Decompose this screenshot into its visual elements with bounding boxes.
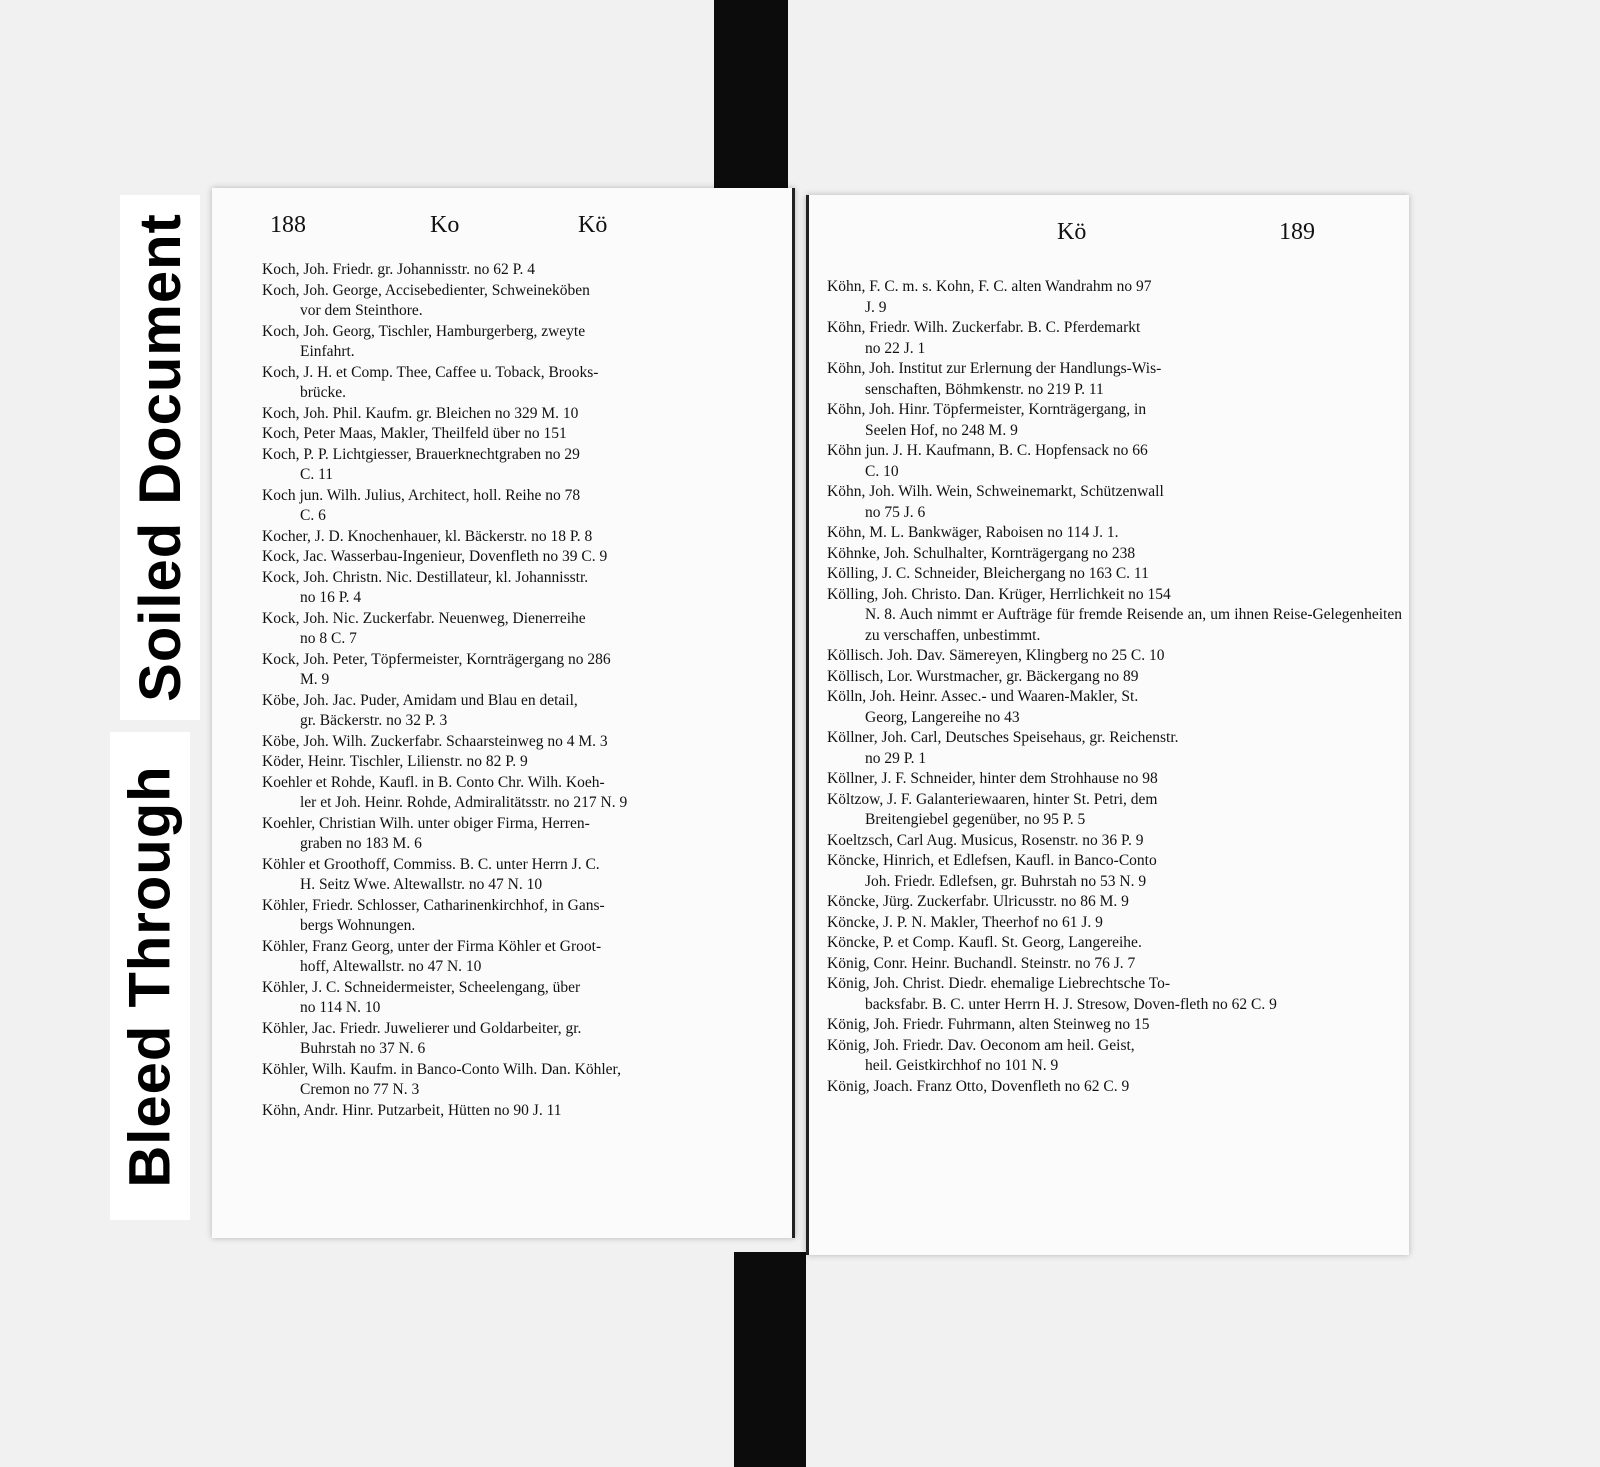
entry-first-line: Koch, Joh. Phil. Kaufm. gr. Bleichen no 329 M. 10 bbox=[262, 404, 579, 422]
directory-entry bbox=[827, 851, 1402, 892]
entry-first-line: Köhler, Jac. Friedr. Juwelierer und Goldarbeiter, gr. bbox=[262, 1019, 582, 1037]
soiled-document-label-text: Soiled Document bbox=[127, 213, 193, 702]
directory-entry bbox=[262, 650, 777, 691]
entry-first-line: Köhnke, Joh. Schulhalter, Kornträgergang no 238 bbox=[827, 544, 1136, 562]
directory-entry bbox=[827, 359, 1402, 400]
page-number: 189 bbox=[1279, 219, 1315, 245]
entry-first-line: Koch jun. Wilh. Julius, Architect, holl. Reihe no 78 bbox=[262, 486, 581, 504]
entry-continuation: Georg, Langereihe no 43 bbox=[865, 708, 1020, 726]
entry-first-line: Koch, Joh. Georg, Tischler, Hamburgerberg, zweyte bbox=[262, 322, 586, 340]
entry-first-line: Kock, Joh. Nic. Zuckerfabr. Neuenweg, Dienerreihe bbox=[262, 609, 586, 627]
directory-entry bbox=[827, 523, 1402, 544]
directory-entry bbox=[262, 1101, 777, 1122]
entry-first-line: Kock, Joh. Peter, Töpfermeister, Kornträgergang no 286 bbox=[262, 650, 611, 668]
directory-entry bbox=[827, 1015, 1402, 1036]
entry-first-line: Kock, Jac. Wasserbau-Ingenieur, Dovenfleth no 39 C. 9 bbox=[262, 548, 608, 565]
directory-entry bbox=[827, 728, 1402, 769]
entry-continuation: backsfabr. B. C. unter Herrn H. J. Stresow, Doven-fleth no 62 C. 9 bbox=[865, 995, 1277, 1013]
entry-first-line: Kölln, Joh. Heinr. Assec.- und Waaren-Makler, St. bbox=[827, 688, 1139, 705]
entry-first-line: Köllner, J. F. Schneider, hinter dem Strohhause no 98 bbox=[827, 770, 1158, 787]
entry-first-line: Köhn, Joh. Wilh. Wein, Schweinemarkt, Schützenwall bbox=[827, 483, 1164, 500]
directory-entry bbox=[262, 609, 777, 650]
book-spine-top bbox=[714, 0, 788, 190]
entry-first-line: Köhn, Friedr. Wilh. Zuckerfabr. B. C. Pferdemarkt bbox=[827, 319, 1141, 336]
entry-first-line: Köncke, Hinrich, et Edlefsen, Kaufl. in Banco-Conto bbox=[827, 852, 1157, 869]
directory-entry bbox=[262, 732, 777, 753]
entry-first-line: Köder, Heinr. Tischler, Lilienstr. no 82 P. 9 bbox=[262, 753, 528, 770]
entry-first-line: Köhn, F. C. m. s. Kohn, F. C. alten Wandrahm no 97 bbox=[827, 278, 1152, 295]
entry-first-line: Koch, Peter Maas, Makler, Theilfeld über no 151 bbox=[262, 425, 567, 442]
entry-continuation: brücke. bbox=[300, 384, 347, 401]
entry-first-line: Köbe, Joh. Jac. Puder, Amidam und Blau en detail, bbox=[262, 691, 578, 709]
entry-continuation: ler et Joh. Heinr. Rohde, Admiralitätsstr. no 217 N. 9 bbox=[300, 794, 628, 811]
entry-first-line: Köhler et Groothoff, Commiss. B. C. unter Herrn J. C. bbox=[262, 855, 600, 873]
entry-continuation: C. 11 bbox=[300, 466, 334, 483]
directory-entry bbox=[827, 646, 1402, 667]
book-spine-bottom bbox=[734, 1252, 806, 1467]
entry-first-line: Köncke, Jürg. Zuckerfabr. Ulricusstr. no 86 M. 9 bbox=[827, 893, 1129, 910]
left-page bbox=[212, 188, 795, 1238]
directory-entry bbox=[262, 1019, 777, 1060]
directory-entry bbox=[827, 954, 1402, 975]
soiled-document-label bbox=[120, 195, 200, 720]
entry-continuation: Seelen Hof, no 248 M. 9 bbox=[865, 421, 1018, 439]
right-page-header bbox=[809, 219, 1409, 255]
entry-continuation: J. 9 bbox=[865, 298, 887, 316]
directory-entry bbox=[262, 568, 777, 609]
entry-continuation: C. 10 bbox=[865, 462, 899, 480]
entry-first-line: Kock, Joh. Christn. Nic. Destillateur, kl. Johannisstr. bbox=[262, 568, 589, 586]
entry-first-line: Koch, J. H. et Comp. Thee, Caffee u. Toback, Brooks- bbox=[262, 363, 599, 381]
directory-entry bbox=[262, 363, 777, 404]
entry-first-line: Köhler, Franz Georg, unter der Firma Köhler et Groot- bbox=[262, 937, 602, 955]
directory-entry bbox=[827, 318, 1402, 359]
entry-continuation: C. 6 bbox=[300, 507, 326, 524]
entry-first-line: Koeltzsch, Carl Aug. Musicus, Rosenstr. no 36 P. 9 bbox=[827, 831, 1144, 849]
bleed-through-label bbox=[110, 732, 190, 1220]
entry-first-line: Koehler, Christian Wilh. unter obiger Firma, Herren- bbox=[262, 814, 590, 832]
entry-first-line: Koehler et Rohde, Kaufl. in B. Conto Chr. Wilh. Koeh- bbox=[262, 773, 605, 791]
directory-entry bbox=[827, 400, 1402, 441]
entry-first-line: Köhler, J. C. Schneidermeister, Scheelengang, über bbox=[262, 978, 581, 996]
entry-first-line: Költzow, J. F. Galanteriewaaren, hinter St. Petri, dem bbox=[827, 790, 1158, 808]
entry-first-line: Köncke, P. et Comp. Kaufl. St. Georg, Langereihe. bbox=[827, 934, 1142, 951]
entry-continuation: senschaften, Böhmkenstr. no 219 P. 11 bbox=[865, 380, 1104, 398]
entry-first-line: König, Conr. Heinr. Buchandl. Steinstr. no 76 J. 7 bbox=[827, 954, 1136, 972]
directory-entry bbox=[827, 564, 1402, 585]
entry-first-line: Kocher, J. D. Knochenhauer, kl. Bäckerstr. no 18 P. 8 bbox=[262, 527, 593, 545]
entry-first-line: Koch, P. P. Lichtgiesser, Brauerknechtgraben no 29 bbox=[262, 445, 580, 463]
running-head-right: Kö bbox=[578, 212, 608, 238]
directory-entry bbox=[262, 896, 777, 937]
entry-first-line: König, Joh. Friedr. Dav. Oeconom am heil. Geist, bbox=[827, 1036, 1135, 1054]
directory-entry bbox=[262, 445, 777, 486]
entry-continuation: Joh. Friedr. Edlefsen, gr. Buhrstah no 53 N. 9 bbox=[865, 872, 1147, 890]
bleed-through-label-text: Bleed Through bbox=[117, 764, 183, 1188]
entry-first-line: Köllisch, Lor. Wurstmacher, gr. Bäckergang no 89 bbox=[827, 667, 1139, 685]
entry-first-line: Köllisch. Joh. Dav. Sämereyen, Klingberg no 25 C. 10 bbox=[827, 647, 1165, 664]
entry-first-line: Koch, Joh. George, Accisebedienter, Schweineköben bbox=[262, 281, 590, 299]
entry-continuation: no 75 J. 6 bbox=[865, 503, 926, 521]
directory-entry bbox=[262, 486, 777, 527]
entry-continuation: no 8 C. 7 bbox=[300, 630, 357, 647]
directory-entry bbox=[262, 773, 777, 814]
entry-continuation: Einfahrt. bbox=[300, 343, 355, 360]
entry-first-line: König, Joach. Franz Otto, Dovenfleth no 62 C. 9 bbox=[827, 1077, 1130, 1095]
directory-entry bbox=[262, 547, 777, 568]
directory-entry bbox=[262, 424, 777, 445]
entry-continuation: heil. Geistkirchhof no 101 N. 9 bbox=[865, 1057, 1059, 1074]
running-head-left: Ko bbox=[430, 212, 460, 238]
entry-continuation: M. 9 bbox=[300, 671, 330, 688]
entry-first-line: Kölling, Joh. Christo. Dan. Krüger, Herrlichkeit no 154 bbox=[827, 585, 1171, 603]
directory-entry bbox=[262, 855, 777, 896]
entry-first-line: Köllner, Joh. Carl, Deutsches Speisehaus, gr. Reichenstr. bbox=[827, 729, 1179, 746]
directory-entry bbox=[262, 281, 777, 322]
directory-entry bbox=[827, 892, 1402, 913]
directory-entry bbox=[262, 1060, 777, 1101]
entry-continuation: Buhrstah no 37 N. 6 bbox=[300, 1040, 426, 1057]
directory-entry bbox=[827, 667, 1402, 688]
entry-continuation: no 22 J. 1 bbox=[865, 339, 926, 357]
entry-first-line: Köbe, Joh. Wilh. Zuckerfabr. Schaarsteinweg no 4 M. 3 bbox=[262, 732, 608, 750]
directory-entry bbox=[262, 691, 777, 732]
directory-entry bbox=[262, 978, 777, 1019]
entry-first-line: König, Joh. Christ. Diedr. ehemalige Liebrechtsche To- bbox=[827, 975, 1170, 992]
directory-entry bbox=[827, 769, 1402, 790]
entry-first-line: Koch, Joh. Friedr. gr. Johannisstr. no 62 P. 4 bbox=[262, 261, 535, 278]
directory-entry bbox=[262, 404, 777, 425]
directory-entry bbox=[827, 277, 1402, 318]
directory-entry bbox=[827, 585, 1402, 647]
right-entry-list bbox=[827, 277, 1402, 1097]
left-page-header bbox=[212, 212, 792, 248]
directory-entry bbox=[827, 1077, 1402, 1098]
entry-first-line: Köhler, Wilh. Kaufm. in Banco-Conto Wilh. Dan. Köhler, bbox=[262, 1060, 621, 1078]
entry-continuation: gr. Bäckerstr. no 32 P. 3 bbox=[300, 712, 448, 729]
directory-entry bbox=[827, 544, 1402, 565]
entry-continuation: N. 8. Auch nimmt er Aufträge für fremde Reisende an, um ihnen Reise-Gelegenheiten zu verschaffen, unbestimmt. bbox=[865, 606, 1402, 644]
directory-entry bbox=[262, 260, 777, 281]
entry-continuation: no 16 P. 4 bbox=[300, 589, 362, 606]
entry-continuation: no 114 N. 10 bbox=[300, 999, 381, 1016]
directory-entry bbox=[827, 687, 1402, 728]
entry-first-line: Köhn, Joh. Institut zur Erlernung der Handlungs-Wis- bbox=[827, 360, 1162, 377]
entry-first-line: Köhn, Joh. Hinr. Töpfermeister, Kornträgergang, in bbox=[827, 401, 1147, 418]
entry-continuation: vor dem Steinthore. bbox=[300, 302, 423, 319]
entry-continuation: no 29 P. 1 bbox=[865, 749, 927, 767]
entry-first-line: Köhn jun. J. H. Kaufmann, B. C. Hopfensack no 66 bbox=[827, 442, 1148, 459]
directory-entry bbox=[262, 322, 777, 363]
entry-first-line: Köhn, Andr. Hinr. Putzarbeit, Hütten no 90 J. 11 bbox=[262, 1101, 562, 1119]
entry-first-line: Köncke, J. P. N. Makler, Theerhof no 61 J. 9 bbox=[827, 913, 1103, 931]
entry-first-line: König, Joh. Friedr. Fuhrmann, alten Steinweg no 15 bbox=[827, 1016, 1150, 1033]
directory-entry bbox=[827, 933, 1402, 954]
directory-entry bbox=[827, 1036, 1402, 1077]
entry-continuation: Breitengiebel gegenüber, no 95 P. 5 bbox=[865, 811, 1086, 828]
entry-continuation: graben no 183 M. 6 bbox=[300, 835, 422, 852]
directory-entry bbox=[827, 974, 1402, 1015]
entry-first-line: Kölling, J. C. Schneider, Bleichergang no 163 C. 11 bbox=[827, 565, 1149, 582]
directory-entry bbox=[262, 752, 777, 773]
directory-entry bbox=[262, 814, 777, 855]
entry-continuation: H. Seitz Wwe. Altewallstr. no 47 N. 10 bbox=[300, 876, 543, 893]
directory-entry bbox=[262, 527, 777, 548]
page-number: 188 bbox=[270, 212, 306, 238]
entry-continuation: hoff, Altewallstr. no 47 N. 10 bbox=[300, 958, 482, 975]
directory-entry bbox=[827, 790, 1402, 831]
entry-continuation: bergs Wohnungen. bbox=[300, 917, 416, 934]
directory-entry bbox=[827, 831, 1402, 852]
directory-entry bbox=[827, 441, 1402, 482]
right-page bbox=[806, 195, 1409, 1255]
left-entry-list bbox=[262, 260, 777, 1121]
directory-entry bbox=[262, 937, 777, 978]
entry-continuation: Cremon no 77 N. 3 bbox=[300, 1081, 420, 1098]
entry-first-line: Köhn, M. L. Bankwäger, Raboisen no 114 J. 1. bbox=[827, 524, 1119, 541]
directory-entry bbox=[827, 482, 1402, 523]
entry-first-line: Köhler, Friedr. Schlosser, Catharinenkirchhof, in Gans- bbox=[262, 896, 605, 914]
directory-entry bbox=[827, 913, 1402, 934]
running-head-center: Kö bbox=[1057, 219, 1087, 245]
